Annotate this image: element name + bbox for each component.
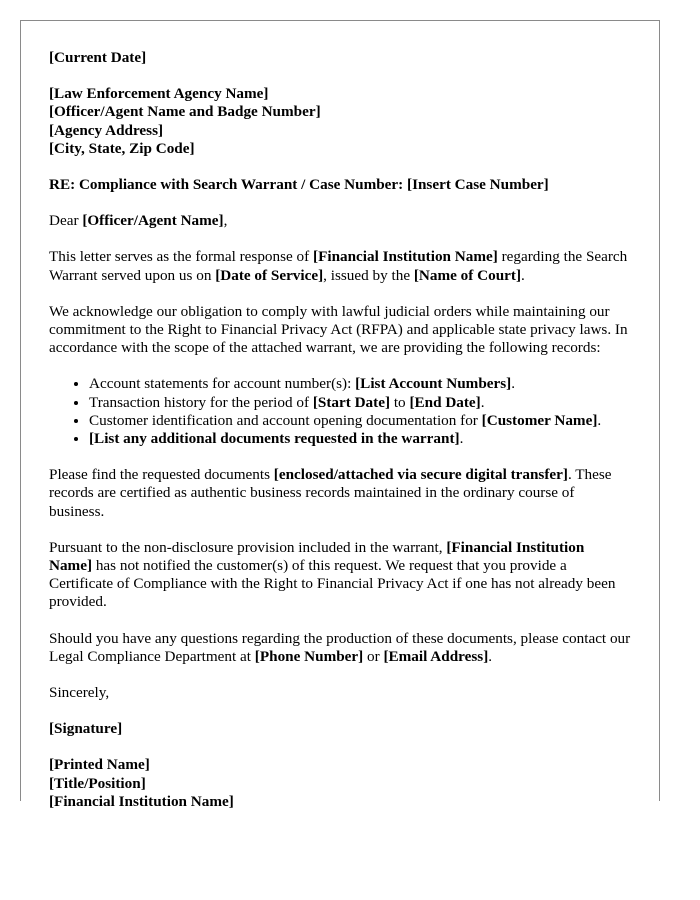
- recipient-block: [49, 85, 631, 158]
- paragraph-response: This letter serves as the formal response of [Financial Institution Name] regarding the Search Warrant served upon us on [Date of Service], issued by the [Name of Court].: [49, 248, 628, 284]
- signer-name: [Printed Name]: [49, 756, 150, 774]
- re-line: RE: Compliance with Search Warrant / Case Number: [Insert Case Number]: [49, 176, 549, 194]
- recipient-agency: [Law Enforcement Agency Name]: [49, 85, 269, 103]
- paragraph-contact: Should you have any questions regarding the production of these documents, please contact our Legal Compliance Department at [Phone Number] or [Email Address].: [49, 629, 631, 665]
- date-line: [Current Date]: [49, 49, 147, 66]
- letter-body: [21, 21, 659, 811]
- list-item: • [List any additional documents requested in the warrant].: [89, 430, 631, 448]
- list-item: • Transaction history for the period of [Start Date] to [End Date].: [89, 394, 631, 412]
- recipient-city: [City, State, Zip Code]: [49, 139, 195, 157]
- list-item: • Account statements for account number(s): [List Account Numbers].: [89, 375, 631, 393]
- list-item: • Customer identification and account opening documentation for [Customer Name].: [89, 412, 631, 430]
- closing: Sincerely,: [49, 684, 110, 702]
- paragraph-enclosure: Please find the requested documents [enclosed/attached via secure digital transfer]. These records are certified as authentic business records maintained in the ordinary course of business.: [49, 466, 612, 520]
- signer-block: [49, 756, 631, 811]
- recipient-address: [Agency Address]: [49, 121, 164, 139]
- paragraph-obligation: We acknowledge our obligation to comply with lawful judicial orders while maintaining our commitment to the Right to Financial Privacy Act (RFPA) and applicable state privacy laws. In accordance with the scope of the attached warrant, we are providing the following records:: [49, 302, 628, 357]
- salutation: Dear [Officer/Agent Name],: [49, 212, 228, 230]
- signature-line: [Signature]: [49, 720, 123, 738]
- recipient-officer: [Officer/Agent Name and Badge Number]: [49, 103, 321, 121]
- signer-institution: [Financial Institution Name]: [49, 792, 234, 810]
- records-list: [49, 375, 631, 448]
- signer-title: [Title/Position]: [49, 774, 146, 792]
- letter-page: [20, 20, 660, 810]
- paragraph-nondisclosure: Pursuant to the non-disclosure provision included in the warrant, [Financial Institution Name] has not notified the customer(s) of this request. We request that you provide a Certificate of Compliance with the Right to Financial Privacy Act if one has not already been provided.: [49, 538, 616, 611]
